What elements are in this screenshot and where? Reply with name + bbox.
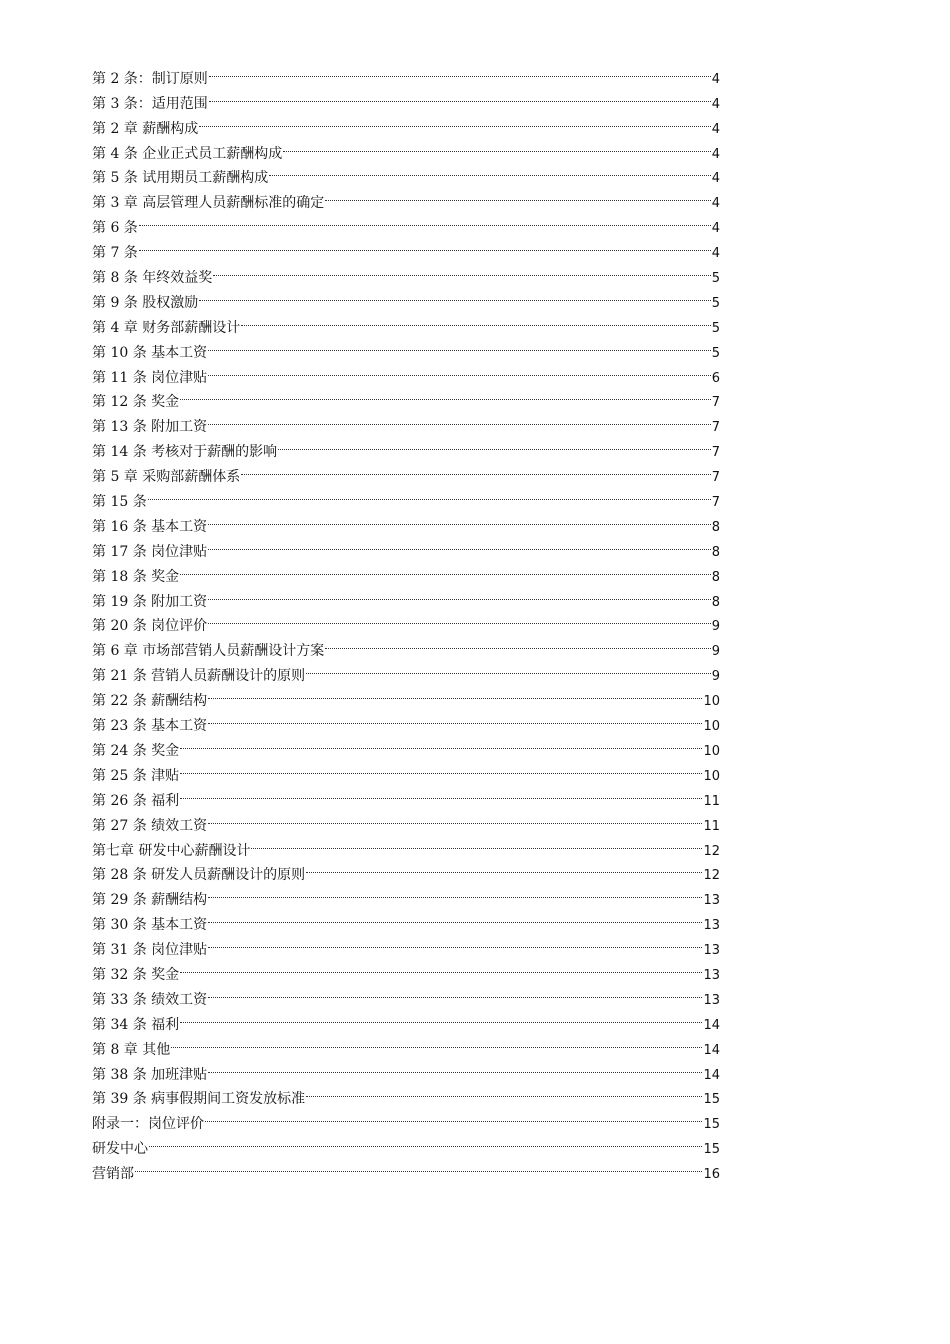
toc-dot-leader [180, 755, 702, 780]
toc-dot-leader [283, 133, 710, 158]
toc-entry-title: 第 33 条 绩效工资 [92, 991, 208, 1008]
toc-entry-title: 第 2 条：制订原则 [92, 70, 208, 87]
toc-dot-leader [269, 158, 710, 183]
toc-entry[interactable] [92, 1128, 720, 1158]
toc-entry-page-number: 7 [711, 470, 720, 486]
toc-entry-title: 第 38 条 加班津贴 [92, 1066, 208, 1083]
toc-dot-leader [180, 780, 702, 805]
toc-entry-page-number: 15 [703, 1142, 720, 1158]
toc-entry-page-number: 4 [711, 246, 720, 262]
toc-dot-leader [208, 357, 711, 382]
toc-dot-leader [208, 705, 702, 730]
toc-dot-leader [325, 182, 710, 207]
toc-dot-leader [208, 979, 702, 1004]
toc-dot-leader [208, 929, 702, 954]
toc-entry-page-number: 7 [711, 420, 720, 436]
toc-entry-page-number: 8 [711, 519, 720, 535]
toc-entry-title: 营销部 [92, 1166, 134, 1183]
toc-dot-leader [241, 456, 710, 481]
toc-entry[interactable] [92, 58, 720, 87]
toc-entry-title: 第 13 条 附加工资 [92, 419, 208, 436]
toc-entry-page-number: 8 [711, 594, 720, 610]
toc-entry-page-number: 4 [711, 171, 720, 187]
toc-dot-leader [180, 382, 711, 407]
toc-dot-leader [149, 1128, 702, 1153]
toc-dot-leader [306, 655, 711, 680]
toc-dot-leader [199, 282, 710, 307]
toc-entry-title: 附录一：岗位评价 [92, 1116, 204, 1133]
toc-dot-leader [208, 1054, 702, 1079]
toc-entry-title: 第 21 条 营销人员薪酬设计的原则 [92, 668, 306, 685]
toc-entry-title: 第 11 条 岗位津贴 [92, 369, 208, 386]
toc-entry[interactable] [92, 232, 720, 262]
toc-entry-page-number: 9 [711, 619, 720, 635]
toc-dot-leader [208, 531, 711, 556]
toc-entry-title: 第 32 条 奖金 [92, 966, 180, 983]
toc-entry-page-number: 4 [711, 121, 720, 137]
toc-entry-title: 第 4 条 企业正式员工薪酬构成 [92, 145, 283, 162]
toc-entry-page-number: 12 [703, 843, 720, 859]
toc-entry-title: 第 20 条 岗位评价 [92, 618, 208, 635]
toc-entry-page-number: 13 [703, 918, 720, 934]
toc-entry-title: 第 3 条：适用范围 [92, 95, 208, 112]
table-of-contents [92, 58, 720, 1183]
toc-dot-leader [135, 1153, 702, 1178]
toc-entry-title: 第 28 条 研发人员薪酬设计的原则 [92, 867, 306, 884]
toc-entry-title: 第 10 条 基本工资 [92, 344, 208, 361]
toc-entry-page-number: 10 [703, 743, 720, 759]
toc-dot-leader [180, 954, 702, 979]
toc-entry-page-number: 10 [703, 694, 720, 710]
toc-dot-leader [148, 481, 711, 506]
toc-entry-page-number: 8 [711, 544, 720, 560]
toc-entry[interactable] [92, 556, 720, 585]
toc-dot-leader [306, 1079, 702, 1104]
toc-entry-page-number: 14 [703, 1042, 720, 1058]
toc-entry[interactable] [92, 755, 720, 784]
toc-entry-page-number: 10 [703, 719, 720, 735]
toc-entry-title: 第 5 章 采购部薪酬体系 [92, 469, 241, 486]
toc-entry[interactable] [92, 581, 720, 610]
toc-entry-page-number: 4 [711, 71, 720, 87]
toc-entry-page-number: 5 [711, 345, 720, 361]
toc-dot-leader [208, 332, 711, 357]
toc-entry-page-number: 7 [711, 495, 720, 511]
toc-dot-leader [306, 855, 702, 880]
toc-dot-leader [171, 1029, 702, 1054]
toc-entry[interactable] [92, 382, 720, 411]
toc-entry-page-number: 13 [703, 967, 720, 983]
toc-entry[interactable] [92, 1004, 720, 1033]
toc-entry-title: 第 34 条 福利 [92, 1016, 180, 1033]
toc-entry[interactable] [92, 506, 720, 535]
toc-entry-title: 第 25 条 津贴 [92, 767, 180, 784]
toc-entry[interactable] [92, 730, 720, 759]
toc-entry-page-number: 11 [703, 818, 720, 834]
toc-entry-title: 第 23 条 基本工资 [92, 718, 208, 735]
toc-entry-title: 第 27 条 绩效工资 [92, 817, 208, 834]
toc-entry-title: 第 17 条 岗位津贴 [92, 543, 208, 560]
toc-entry[interactable] [92, 1029, 720, 1058]
toc-entry-page-number: 4 [711, 221, 720, 237]
toc-dot-leader [208, 904, 702, 929]
toc-entry-page-number: 10 [703, 768, 720, 784]
toc-entry-title: 第 8 章 其他 [92, 1041, 171, 1058]
toc-dot-leader [205, 1103, 702, 1128]
toc-entry-title: 第 5 条 试用期员工薪酬构成 [92, 170, 269, 187]
toc-dot-leader [139, 232, 711, 257]
toc-dot-leader [209, 83, 711, 108]
toc-entry-page-number: 13 [703, 992, 720, 1008]
toc-dot-leader [251, 830, 702, 855]
toc-dot-leader [213, 257, 710, 282]
toc-entry[interactable] [92, 805, 720, 834]
toc-dot-leader [208, 680, 702, 705]
toc-entry-title: 第 24 条 奖金 [92, 742, 180, 759]
toc-dot-leader [180, 556, 711, 581]
toc-dot-leader [180, 1004, 702, 1029]
toc-entry-page-number: 15 [703, 1117, 720, 1133]
toc-entry-page-number: 9 [711, 644, 720, 660]
toc-entry-title: 第 9 条 股权激励 [92, 294, 199, 311]
toc-entry-title: 第 8 条 年终效益奖 [92, 270, 213, 287]
toc-entry-page-number: 16 [703, 1167, 720, 1183]
toc-entry-page-number: 8 [711, 569, 720, 585]
toc-entry-page-number: 4 [711, 146, 720, 162]
toc-entry[interactable] [92, 780, 720, 809]
toc-dot-leader [278, 431, 711, 456]
toc-entry[interactable] [92, 979, 720, 1008]
toc-entry[interactable] [92, 257, 720, 287]
toc-dot-leader [199, 108, 710, 133]
toc-entry-title: 第 3 章 高层管理人员薪酬标准的确定 [92, 195, 325, 212]
toc-dot-leader [208, 606, 711, 631]
toc-dot-leader [208, 805, 702, 830]
toc-dot-leader [209, 58, 711, 83]
toc-entry-title: 第 29 条 薪酬结构 [92, 892, 208, 909]
toc-dot-leader [208, 406, 711, 431]
toc-entry-title: 第 16 条 基本工资 [92, 518, 208, 535]
toc-entry-title: 第 6 章 市场部营销人员薪酬设计方案 [92, 643, 325, 660]
toc-entry-page-number: 6 [711, 370, 720, 386]
toc-entry[interactable] [92, 954, 720, 983]
toc-entry-page-number: 11 [703, 793, 720, 809]
toc-entry-page-number: 13 [703, 943, 720, 959]
toc-entry-title: 第 6 条 [92, 220, 138, 237]
toc-entry-title: 第 12 条 奖金 [92, 394, 180, 411]
toc-entry-title: 第 15 条 [92, 494, 147, 511]
toc-dot-leader [180, 730, 702, 755]
toc-entry-page-number: 15 [703, 1092, 720, 1108]
toc-entry-title: 第 2 章 薪酬构成 [92, 120, 199, 137]
toc-entry[interactable] [92, 1153, 720, 1183]
toc-entry-title: 第 14 条 考核对于薪酬的影响 [92, 444, 278, 461]
toc-entry-title: 第七章 研发中心薪酬设计 [92, 842, 251, 859]
toc-entry-page-number: 4 [711, 96, 720, 112]
toc-entry[interactable] [92, 481, 720, 511]
toc-entry-page-number: 7 [711, 445, 720, 461]
toc-entry-page-number: 5 [711, 295, 720, 311]
toc-entry-page-number: 13 [703, 893, 720, 909]
toc-entry-title: 第 18 条 奖金 [92, 568, 180, 585]
toc-entry-page-number: 9 [711, 669, 720, 685]
toc-dot-leader [139, 207, 711, 232]
toc-entry-title: 第 4 章 财务部薪酬设计 [92, 319, 241, 336]
toc-entry-title: 第 26 条 福利 [92, 792, 180, 809]
toc-entry-page-number: 5 [711, 320, 720, 336]
toc-dot-leader [208, 581, 711, 606]
toc-entry-page-number: 7 [711, 395, 720, 411]
toc-entry-page-number: 4 [711, 196, 720, 212]
toc-entry-page-number: 12 [703, 868, 720, 884]
toc-entry-title: 第 7 条 [92, 245, 138, 262]
toc-entry-title: 第 31 条 岗位津贴 [92, 942, 208, 959]
toc-entry[interactable] [92, 1054, 720, 1083]
toc-entry[interactable] [92, 406, 720, 436]
toc-entry-title: 第 22 条 薪酬结构 [92, 693, 208, 710]
toc-entry-page-number: 14 [703, 1017, 720, 1033]
toc-entry-title: 研发中心 [92, 1141, 148, 1158]
toc-dot-leader [208, 879, 702, 904]
toc-entry-title: 第 39 条 病事假期间工资发放标准 [92, 1091, 306, 1108]
toc-dot-leader [208, 506, 711, 531]
toc-entry[interactable] [92, 207, 720, 237]
toc-dot-leader [325, 630, 710, 655]
toc-entry-page-number: 5 [711, 271, 720, 287]
toc-entry-title: 第 19 条 附加工资 [92, 593, 208, 610]
toc-dot-leader [241, 307, 710, 332]
toc-entry-page-number: 14 [703, 1067, 720, 1083]
toc-entry-title: 第 30 条 基本工资 [92, 917, 208, 934]
